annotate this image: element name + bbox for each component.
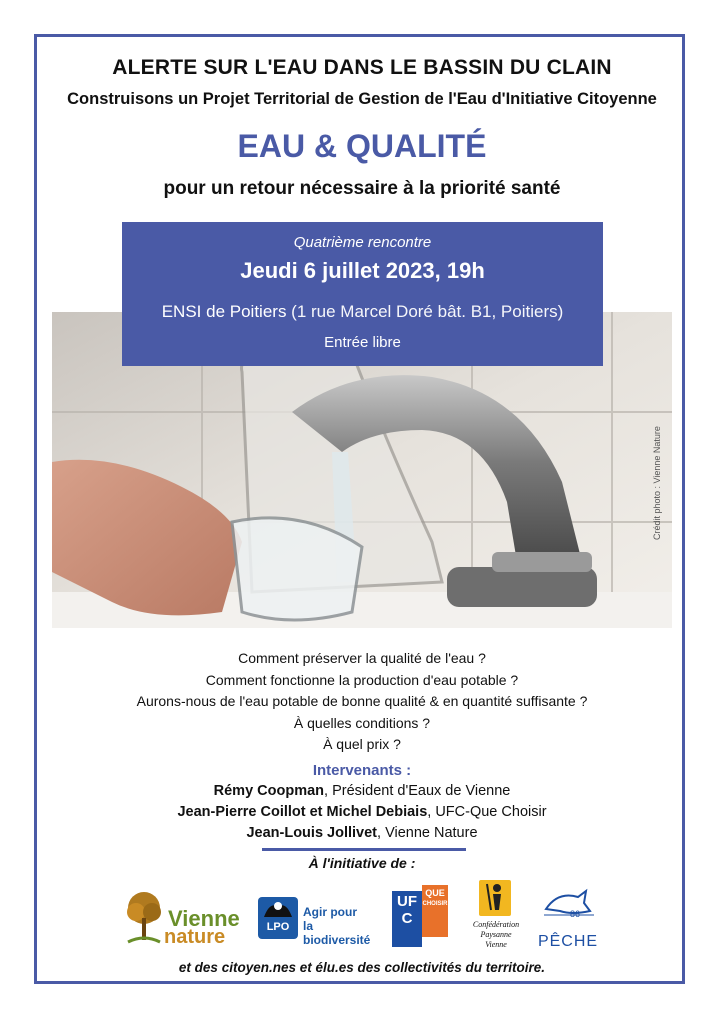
lpo-logo bbox=[258, 895, 383, 945]
speaker-name: Jean-Louis Jollivet bbox=[246, 825, 378, 841]
farmer-icon bbox=[479, 880, 511, 916]
peche-text: PÊCHE bbox=[537, 933, 599, 950]
vienne-nature-line1: Vienne bbox=[168, 906, 240, 931]
initiative-label: À l'initiative de : bbox=[308, 855, 416, 871]
choisir-label: CHOISIR bbox=[422, 901, 448, 907]
subtitle: Construisons un Projet Territorial de Gestion de l'Eau d'Initiative Citoyenne bbox=[67, 90, 657, 108]
bird-icon bbox=[258, 897, 298, 921]
speaker bbox=[0, 823, 724, 844]
que-label: QUE bbox=[425, 888, 445, 898]
vienne-nature-logo bbox=[124, 890, 252, 950]
peche-number: 86 bbox=[570, 909, 581, 919]
lpo-text1: Agir pour bbox=[303, 905, 357, 919]
question: Comment préserver la qualité de l'eau ? bbox=[238, 650, 486, 666]
vienne-nature-line2: nature bbox=[164, 926, 226, 948]
fish-icon bbox=[538, 885, 598, 923]
event-location bbox=[122, 302, 603, 322]
confederation-line3: Vienne bbox=[485, 940, 507, 949]
question: Comment fonctionne la production d'eau potable ? bbox=[205, 671, 519, 688]
speaker-role: , Vienne Nature bbox=[377, 825, 478, 841]
ufc-letters: UFC bbox=[397, 893, 417, 927]
tagline: pour un retour nécessaire à la priorité santé bbox=[163, 178, 561, 199]
event-band bbox=[122, 222, 603, 366]
footer-text: et des citoyen.nes et élu.es des collectivités du territoire. bbox=[178, 960, 546, 975]
event-edition: Quatrième rencontre bbox=[293, 234, 432, 251]
question: À quel prix ? bbox=[323, 736, 401, 752]
ufc-que-choisir-logo bbox=[392, 885, 448, 947]
question: À quelles conditions ? bbox=[293, 714, 431, 731]
event-entry: Entrée libre bbox=[324, 334, 401, 351]
speaker bbox=[0, 781, 724, 802]
tree-icon bbox=[124, 890, 164, 945]
event-date: Jeudi 6 juillet 2023, 19h bbox=[240, 258, 485, 283]
speaker-role: , Président d'Eaux de Vienne bbox=[324, 783, 511, 799]
divider bbox=[262, 848, 466, 851]
theme-title: EAU & QUALITÉ bbox=[237, 128, 487, 164]
peche-logo bbox=[536, 885, 600, 955]
speakers-list bbox=[0, 781, 724, 844]
lpo-text2: la biodiversité bbox=[303, 919, 371, 947]
photo-credit: Crédit photo : Vienne Nature bbox=[652, 426, 662, 540]
speaker-name: Jean-Pierre Coillot et Michel Debiais bbox=[177, 804, 428, 820]
event-address: (1 rue Marcel Doré bât. B1, Poitiers) bbox=[286, 302, 564, 321]
lpo-badge-text: LPO bbox=[266, 921, 290, 933]
speaker-name: Rémy Coopman bbox=[213, 783, 325, 799]
question: Aurons-nous de l'eau potable de bonne qualité & en quantité suffisante ? bbox=[136, 693, 588, 709]
speakers-title: Intervenants : bbox=[312, 762, 412, 779]
confederation-paysanne-logo bbox=[466, 880, 526, 952]
event-venue: ENSI de Poitiers bbox=[161, 302, 287, 321]
confederation-line1: Confédération bbox=[472, 920, 520, 929]
speaker bbox=[0, 802, 724, 823]
confederation-line2: Paysanne bbox=[480, 930, 512, 939]
alert-heading: ALERTE SUR L'EAU DANS LE BASSIN DU CLAIN bbox=[112, 56, 612, 79]
questions-list bbox=[0, 648, 724, 756]
speaker-role: , UFC-Que Choisir bbox=[427, 804, 547, 820]
